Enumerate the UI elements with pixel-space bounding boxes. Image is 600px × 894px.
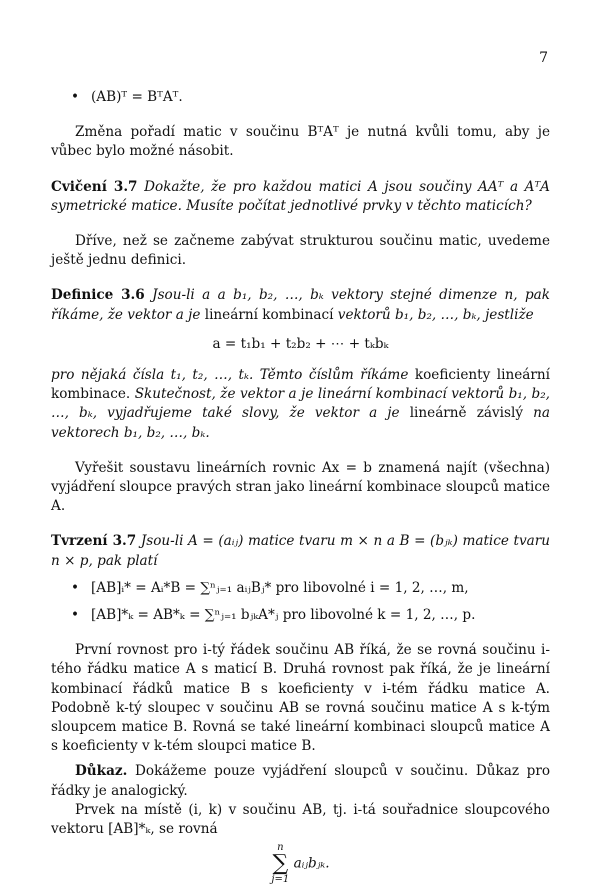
sum-body: aᵢⱼbⱼₖ. (293, 855, 330, 872)
page-number: 7 (539, 50, 548, 66)
exercise-text: Dokažte, že pro každou matici A jsou součiny AAᵀ a AᵀA symetrické matice. Musíte počítat jednotlivé prvky v těchto maticích? (51, 178, 550, 214)
exercise-3-7 (51, 178, 550, 216)
proposition-item-rows: • [AB]ᵢ* = Aᵢ*B = ∑ⁿⱼ₌₁ aᵢⱼBⱼ* pro libovolné i = 1, 2, …, m, (51, 579, 550, 598)
paragraph-linear-system: Vyřešit soustavu lineárních rovnic Ax = b znamená najít (všechna) vyjádření sloupce pravých stran jako lineární kombinace sloupců matice A. (51, 459, 550, 515)
paragraph-before-definition: Dříve, než se začneme zabývat strukturou součinu matic, uvedeme ještě jednu definici. (51, 233, 550, 269)
proof-head: Důkaz. (75, 763, 128, 780)
definition-continuation (51, 366, 550, 443)
definition-part1: Jsou-li a a b₁, b₂, …, bₖ vektory stejné dimenze n, pak říkáme, že vektor a je (51, 287, 550, 323)
definition-term-linearly-dependent: lineárně závislý (409, 405, 524, 422)
bullet-transpose: • (AB)ᵀ = BᵀAᵀ. (51, 88, 550, 107)
sum-lower-limit: j=1 (271, 874, 290, 886)
proposition-3-7 (51, 532, 550, 570)
paragraph-rows-columns: První rovnost pro i-tý řádek součinu AB říká, že se rovná součinu i-tého řádku matice A s maticí B. Druhá rovnost pak říká, že je lineární kombinací řádků matice B s koeficienty v i-tém řádku matice A. Podobně k-tý sloupec v součinu AB se rovná součinu matice A s k-tým sloupcem matice B. Rovná se také lineární kombinaci sloupců matice A s koeficienty v k-tém sloupci matice B. (51, 642, 550, 755)
proof (51, 762, 550, 800)
definition-part2: vektorů b₁, b₂, …, bₖ, jestliže (337, 306, 534, 323)
proof-text: Dokážeme pouze vyjádření sloupců v součinu. Důkaz pro řádky je analogický. (51, 763, 550, 799)
proposition-items (51, 579, 550, 625)
definition-3-6 (51, 286, 550, 324)
sum-formula (51, 843, 550, 885)
linear-combination-formula: a = t₁b₁ + t₂b₂ + ⋯ + tₖbₖ (212, 335, 389, 352)
sum-operator (271, 843, 289, 885)
definition-part4: Skutečnost, že vektor a je lineární kombinací vektorů b₁, b₂, …, bₖ, vyjadřujeme také slovy, že vektor a je (51, 386, 550, 422)
definition-term-linear-combination: lineární kombinací (204, 306, 334, 323)
paragraph-order: Změna pořadí matic v součinu BᵀAᵀ je nutná kvůli tomu, aby je vůbec bylo možné násobit. (51, 124, 550, 160)
sigma-symbol: ∑ (272, 851, 289, 877)
paragraph-element: Prvek na místě (i, k) v součinu AB, tj. i-tá souřadnice sloupcového vektoru [AB]*ₖ, se rovná (51, 801, 550, 838)
sum-upper-limit: n (277, 842, 284, 854)
proposition-head: Tvrzení 3.7 (51, 533, 137, 550)
exercise-head: Cvičení 3.7 (51, 178, 138, 195)
definition-term-coefficients: koeficienty lineární kombinace. (51, 367, 550, 403)
definition-head: Definice 3.6 (51, 287, 145, 304)
proposition-item-columns: • [AB]*ₖ = AB*ₖ = ∑ⁿⱼ₌₁ bⱼₖA*ⱼ pro libovolné k = 1, 2, …, p. (51, 606, 550, 625)
page-content (51, 88, 550, 885)
definition-part5: na vektorech b₁, b₂, …, bₖ. (51, 405, 551, 441)
proposition-text: Jsou-li A = (aᵢⱼ) matice tvaru m × n a B = (bⱼₖ) matice tvaru n × p, pak platí (51, 533, 550, 569)
definition-part3: pro nějaká čísla t₁, t₂, …, tₖ. Těmto číslům říkáme (51, 367, 409, 384)
